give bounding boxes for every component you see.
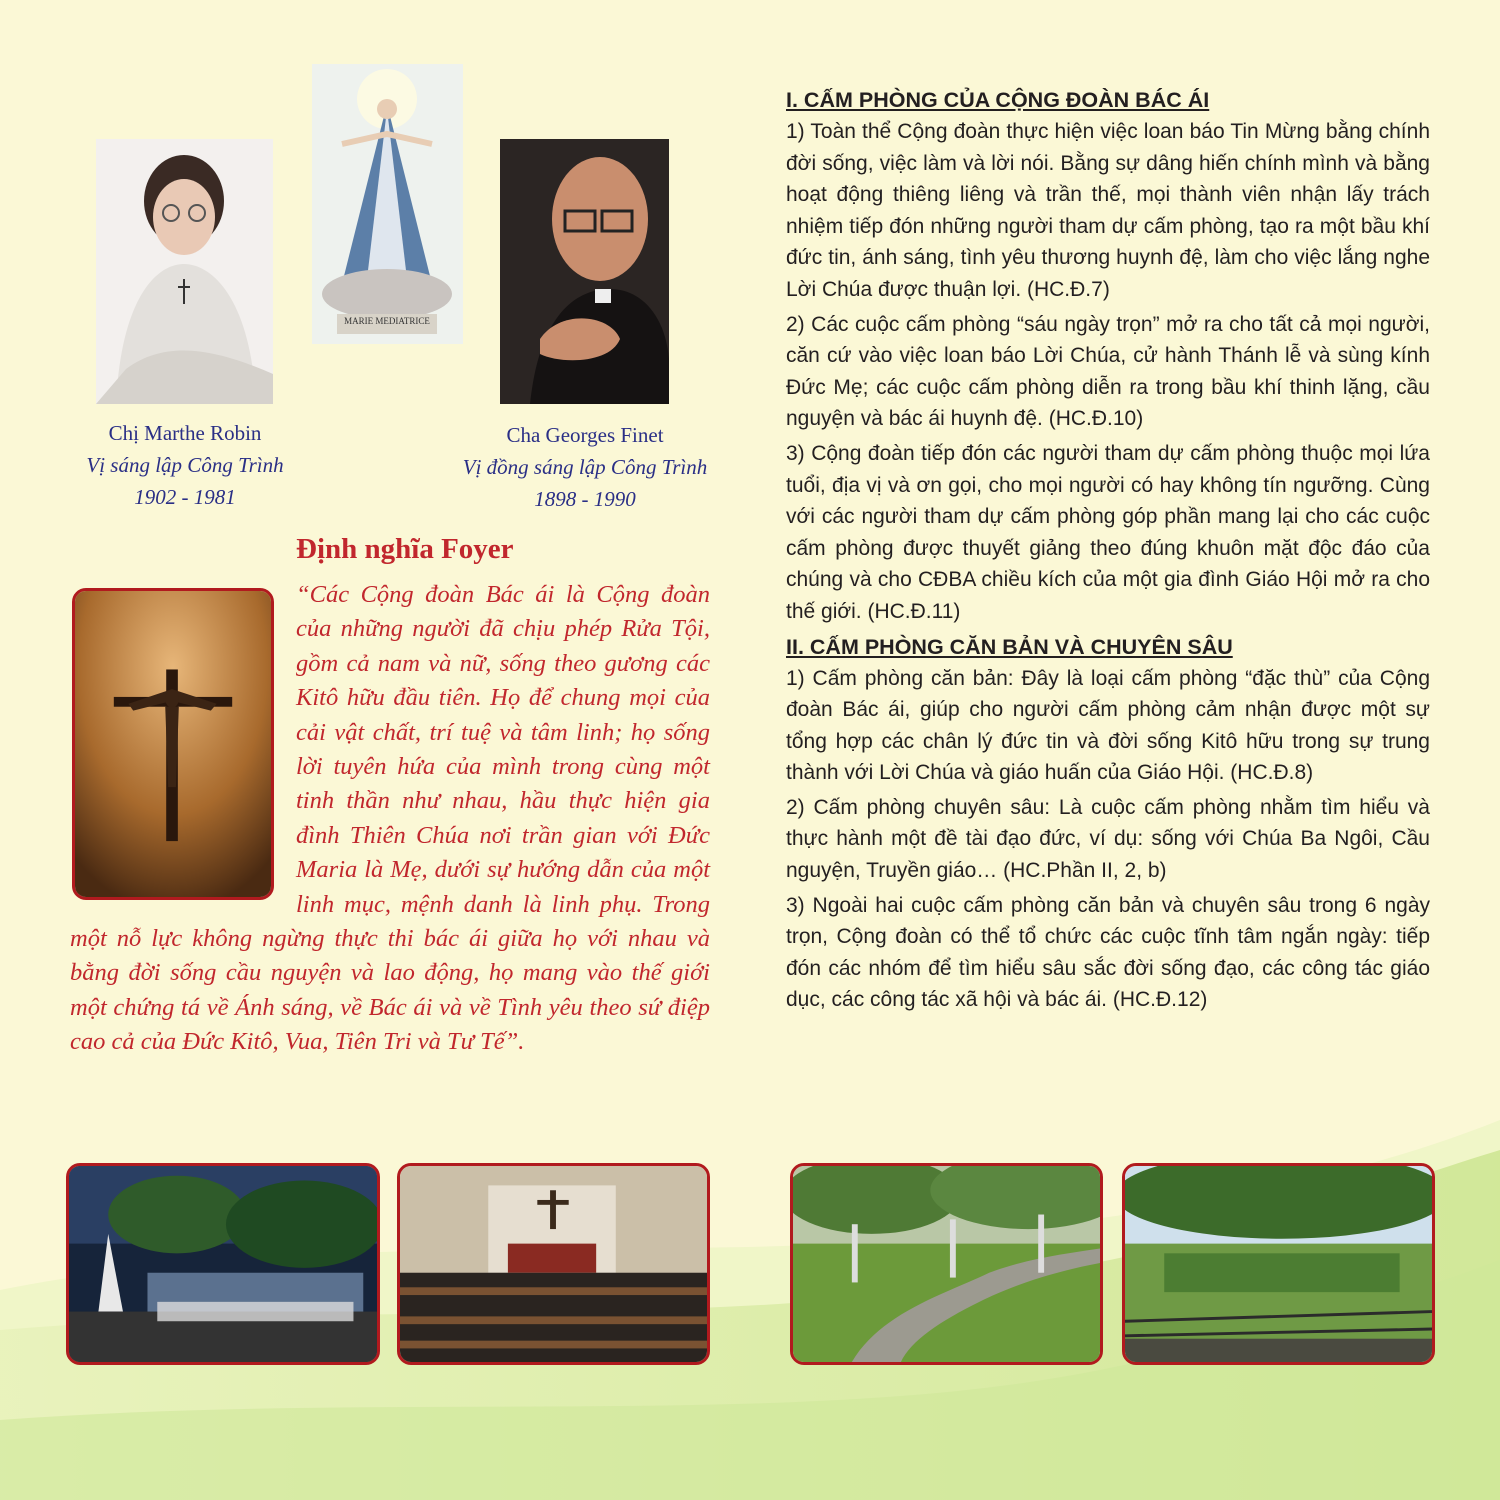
caption-years: 1902 - 1981 — [134, 485, 236, 509]
portrait-marthe-robin — [96, 139, 273, 404]
caption-role: Vị đồng sáng lập Công Trình — [462, 455, 708, 479]
garden-path-photo — [790, 1163, 1103, 1365]
definition-text — [70, 578, 710, 1060]
section1-paragraph-1: 1) Toàn thể Cộng đoàn thực hiện việc loan báo Tin Mừng bằng chính đời sống, việc làm và lời nói. Bằng sự dâng hiến chính mình và bằng hoạt động thiêng liêng và trần thế, mọi thành viên nhận lấy trách nhiệm tiếp đón những người tham dự cấm phòng, tạo ra một bầu khí đức tin, ánh sáng, tình yêu thương huynh đệ, làm cho việc lắng nghe Lời Chúa được thuận lợi. (HC.Đ.7) — [786, 120, 1430, 301]
section1-heading: I. CẤM PHÒNG CỦA CỘNG ĐOÀN BÁC ÁI — [786, 88, 1210, 112]
night-prayer-photo — [66, 1163, 380, 1365]
section2-heading: II. CẤM PHÒNG CĂN BẢN VÀ CHUYÊN SÂU — [786, 634, 1233, 659]
portrait-georges-finet — [500, 139, 669, 404]
caption-years: 1898 - 1990 — [534, 487, 636, 511]
garden-pergola-photo — [1122, 1163, 1435, 1365]
caption-role: Vị sáng lập Công Trình — [86, 453, 284, 477]
mary-inscription: MARIE MEDIATRICE — [344, 316, 430, 326]
section2-paragraph-1: 1) Cấm phòng căn bản: Đây là loại cấm phòng “đặc thù” của Cộng đoàn Bác ái, giúp cho người cấm phòng cảm nhận được một sự tổng hợp các chân lý đức tin và đời sống Kitô hữu trong sự trung thành với Lời Chúa và giáo huấn của Giáo Hội. (HC.Đ.8) — [786, 666, 1430, 785]
section1-paragraph-3: 3) Cộng đoàn tiếp đón các người tham dự cấm phòng thuộc mọi lứa tuổi, địa vị và ơn gọi, cho mọi người có hay không tín ngưỡng. Cùng với các người tham dự cấm phòng góp phần mang lại cho các cuộc cấm phòng được thuyết giảng theo đúng khuôn mặt độc đáo của chúng và cho CĐBA chiều kích của một gia đình Giáo Hội mở ra cho thế giới. (HC.Đ.11) — [786, 441, 1430, 623]
caption-marthe-robin — [40, 417, 330, 513]
section2-paragraph-3: 3) Ngoài hai cuộc cấm phòng căn bản và chuyên sâu trong 6 ngày trọn, Cộng đoàn có thể tổ chức các cuộc tĩnh tâm ngắn ngày: tiếp đón các nhóm để tìm hiểu sâu sắc đời sống đạo, các công tác giáo dục, các công tác xã hội và bác ái. (HC.Đ.12) — [786, 893, 1430, 1012]
definition-body: “Các Cộng đoàn Bác ái là Cộng đoàn của những người đã chịu phép Rửa Tội, gồm cả nam và nữ, sống theo gương các Kitô hữu đầu tiên. Họ để chung mọi của cải vật chất, trí tuệ và tâm linh; họ sống lời tuyên hứa của mình trong cùng một tinh thần như nhau, hầu thực hiện gia đình Thiên Chúa nơi trần gian với Đức Maria là Mẹ, dưới sự hướng dẫn của một linh mục, mệnh danh là linh phụ. Trong một nỗ lực không ngừng thực thi bác ái giữa họ với nhau và bằng đời sống cầu nguyện và lao động, họ mang vào thế giới một chứng tá về Ánh sáng, về Bác ái và về Tình yêu theo sứ điệp cao cả của Đức Kitô, Vua, Tiên Tri và Tư Tế”. — [70, 581, 710, 1056]
virgin-mary-image — [312, 64, 463, 344]
definition-title: Định nghĩa Foyer — [296, 533, 514, 565]
section2-paragraph-2: 2) Cấm phòng chuyên sâu: Là cuộc cấm phòng nhằm tìm hiểu và thực hành một đề tài đạo đức, ví dụ: sống với Chúa Ba Ngôi, Cầu nguyện, Truyền giáo… (HC.Phần II, 2, b) — [786, 795, 1430, 883]
chapel-retreat-photo — [397, 1163, 710, 1365]
definition-image-spacer — [70, 578, 296, 888]
caption-name: Chị Marthe Robin — [108, 421, 262, 445]
section1-paragraph-2: 2) Các cuộc cấm phòng “sáu ngày trọn” mở ra cho tất cả mọi người, căn cứ vào việc loan báo Lời Chúa, cử hành Thánh lễ và sùng kính Đức Mẹ; các cuộc cấm phòng diễn ra trong bầu khí thinh lặng, cầu nguyện và bác ái huynh đệ. (HC.Đ.10) — [786, 312, 1430, 431]
caption-georges-finet — [420, 419, 750, 515]
caption-name: Cha Georges Finet — [506, 423, 664, 447]
right-column — [786, 84, 1430, 1019]
